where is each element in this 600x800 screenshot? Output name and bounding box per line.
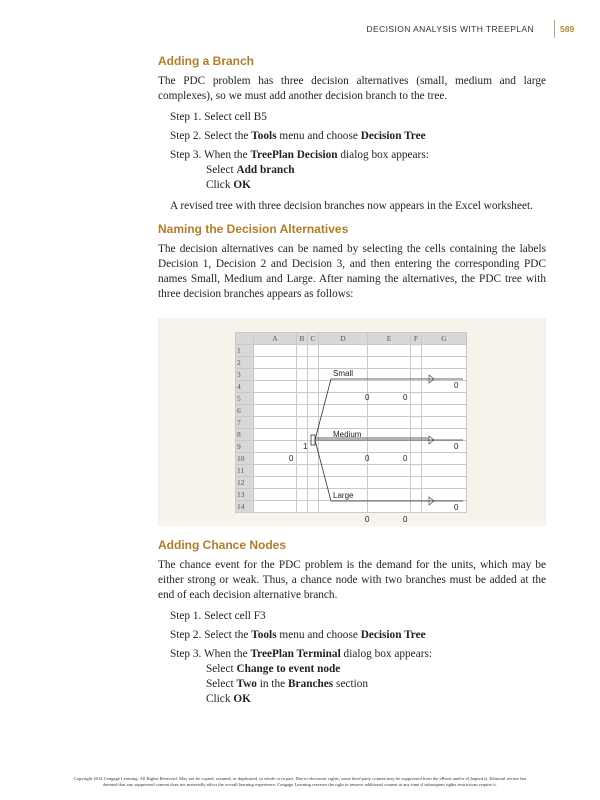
copyright-line-1: Copyright 2014 Cengage Learning. All Rights Reserved. May not be copied, scanned, or duplicated, in whole or in part. Due to electronic rights, some third party content may be suppressed from the eBook and/or eChapter(s). Editorial review has — [73, 776, 527, 781]
value-g13: 0 — [454, 503, 459, 512]
paragraph-chance-nodes: The chance event for the PDC problem is the demand for the units, which may be either strong or weak. Thus, a chance node with two branches must be added at the end of each decision alternative branch. — [158, 559, 546, 601]
row-header: 6 — [236, 405, 254, 417]
step-1: Step 1. Select cell B5 — [170, 111, 267, 123]
value-g8: 0 — [454, 442, 459, 451]
column-header-d: D — [319, 333, 368, 345]
decision-index: 1 — [303, 442, 308, 451]
value-d9: 0 — [365, 454, 370, 463]
heading-chance-nodes: Adding Chance Nodes — [158, 538, 287, 552]
page-number: 589 — [560, 24, 575, 34]
column-header-f: F — [411, 333, 422, 345]
substep-select-two: Select Two in the Branches section — [206, 678, 369, 690]
step-2: Step 2. Select the Tools menu and choose Decision Tree — [170, 130, 426, 142]
copyright-footer — [0, 776, 600, 788]
section-naming — [158, 222, 546, 302]
value-e9: 0 — [403, 454, 408, 463]
column-header-g: G — [422, 333, 467, 345]
row-header: 11 — [236, 465, 254, 477]
decision-tree-lines — [235, 332, 475, 522]
substep-change-event: Select Change to event node — [206, 663, 341, 675]
column-header-c: C — [308, 333, 319, 345]
copyright-line-2: deemed that any suppressed content does not materially affect the overall learning experience. Cengage Learning reserves the right to remove additional content at any time if subsequent rights restrictions require it. — [103, 782, 497, 787]
row-header: 5 — [236, 393, 254, 405]
label-medium: Medium — [333, 430, 362, 439]
value-d4: 0 — [365, 393, 370, 402]
substep-add-branch: Select Add branch — [206, 164, 295, 176]
value-e4: 0 — [403, 393, 408, 402]
header-divider — [554, 20, 555, 38]
row-header: 12 — [236, 477, 254, 489]
value-d14: 0 — [365, 515, 370, 524]
row-header: 9 — [236, 441, 254, 453]
column-header-e: E — [368, 333, 411, 345]
row-header: 1 — [236, 345, 254, 357]
running-header — [0, 24, 600, 40]
step-1-chance: Step 1. Select cell F3 — [170, 610, 266, 622]
value-g3: 0 — [454, 381, 459, 390]
label-large: Large — [333, 491, 354, 500]
paragraph-revised-tree: A revised tree with three decision branches now appears in the Excel worksheet. — [170, 200, 533, 212]
row-header: 3 — [236, 369, 254, 381]
section-adding-branch — [158, 54, 546, 214]
heading-naming: Naming the Decision Alternatives — [158, 222, 349, 236]
column-header-a: A — [254, 333, 297, 345]
row-header: 7 — [236, 417, 254, 429]
running-header-title: DECISION ANALYSIS WITH TREEPLAN — [366, 24, 534, 34]
row-header: 10 — [236, 453, 254, 465]
paragraph-naming: The decision alternatives can be named by selecting the cells containing the labels Decision 1, Decision 2 and Decision 3, and then entering the corresponding PDC names Small, Medium and Large. After naming the alternatives, the PDC tree with three decision branches appears as follows: — [158, 243, 546, 300]
value-b9: 0 — [289, 454, 294, 463]
step-3-chance: Step 3. When the TreePlan Terminal dialog box appears: — [170, 648, 433, 660]
substep-click-ok: Click OK — [206, 179, 251, 191]
decision-node — [311, 435, 315, 445]
value-e14: 0 — [403, 515, 408, 524]
row-header: 4 — [236, 381, 254, 393]
label-small: Small — [333, 369, 354, 378]
row-header: 8 — [236, 429, 254, 441]
substep-click-ok-chance: Click OK — [206, 693, 251, 705]
spreadsheet-figure — [158, 318, 546, 526]
spreadsheet-grid — [235, 332, 467, 524]
section-chance-nodes — [158, 538, 546, 707]
step-3: Step 3. When the TreePlan Decision dialog box appears: — [170, 149, 429, 161]
column-header-b: B — [297, 333, 308, 345]
branch-small — [315, 379, 331, 440]
paragraph-adding-branch: The PDC problem has three decision alternatives (small, medium and large complexes), so we must add another decision branch to the tree. — [158, 75, 546, 102]
step-2-chance: Step 2. Select the Tools menu and choose Decision Tree — [170, 629, 426, 641]
row-header: 14 — [236, 501, 254, 513]
row-header: 13 — [236, 489, 254, 501]
row-header: 2 — [236, 357, 254, 369]
branch-large — [315, 440, 331, 501]
heading-adding-branch: Adding a Branch — [158, 54, 255, 68]
